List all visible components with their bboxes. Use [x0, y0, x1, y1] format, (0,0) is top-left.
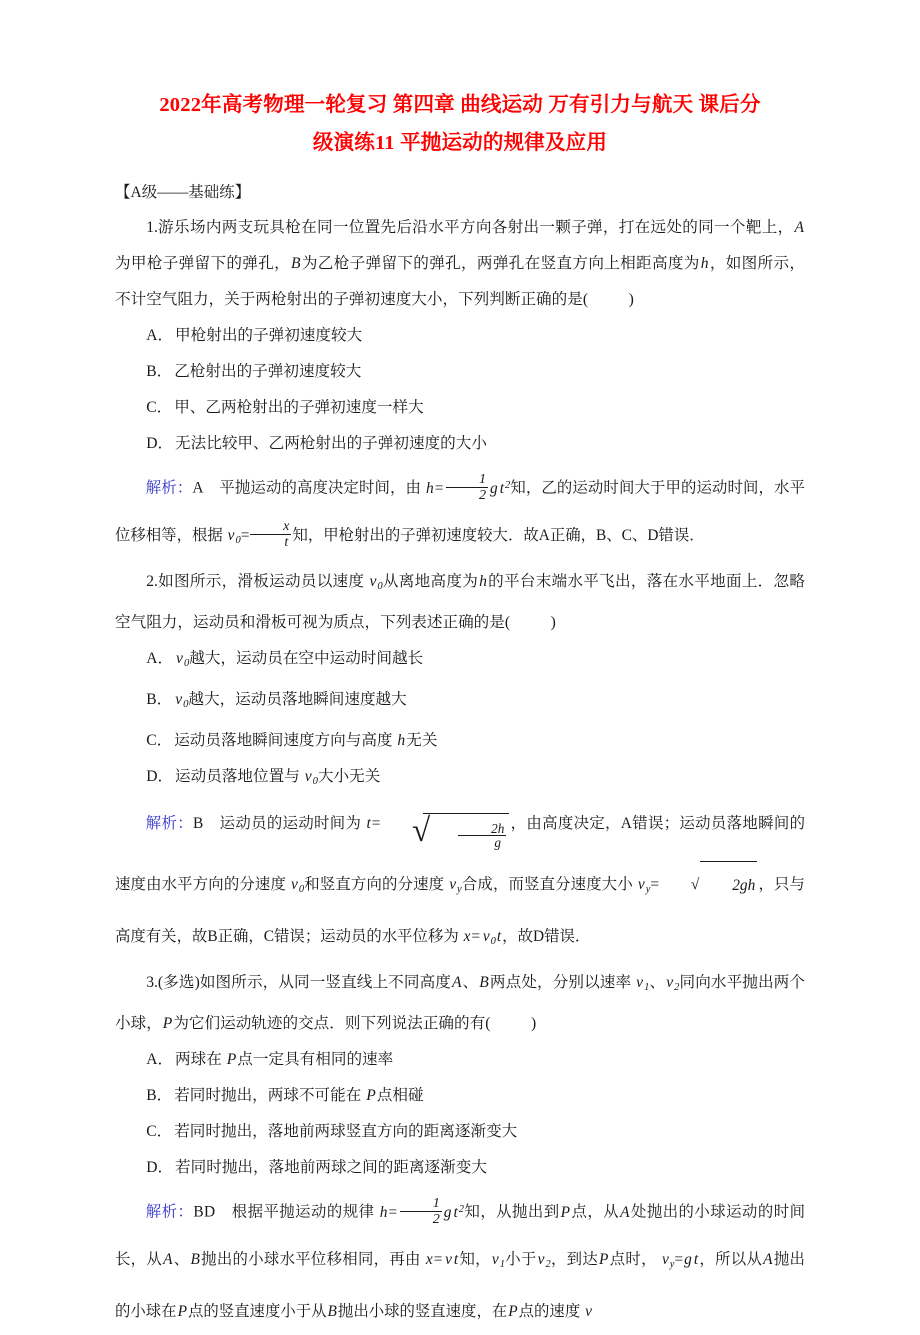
var-A: A	[794, 219, 804, 236]
option-label: D．	[146, 767, 174, 785]
sub-y: y	[645, 884, 651, 896]
solution-text-3: 知，甲枪射出的子弹初速度较大．故A正确，B、C、D错误．	[292, 526, 705, 544]
var-A: A	[620, 1203, 630, 1221]
var-P: P	[599, 1250, 609, 1268]
question-1-stem	[115, 210, 805, 318]
var-g: g	[490, 479, 498, 497]
solution-text-13: 点的竖直速度小于从	[187, 1302, 327, 1320]
var-B: B	[291, 255, 301, 272]
var-P: P	[560, 1203, 571, 1221]
solution-text-4: 合成，而竖直分速度大小	[461, 876, 633, 894]
solution-answer: B	[193, 814, 204, 832]
question-1-option-a[interactable]	[115, 318, 805, 354]
var-v1: v	[636, 974, 644, 992]
option-label: B．	[146, 690, 173, 708]
var-v2: v	[666, 974, 674, 992]
var-v: v	[291, 876, 298, 894]
question-3-option-a[interactable]	[115, 1042, 805, 1078]
fraction-one-half: $\frac{1}{2}$	[400, 1196, 442, 1227]
option-text-pre: 两球在	[175, 1051, 222, 1069]
solution-label: 解析：	[145, 814, 193, 832]
var-g: g	[684, 1250, 692, 1268]
question-3-option-d[interactable]	[115, 1150, 805, 1186]
solution-text-7: 知，	[459, 1250, 491, 1268]
option-text: 乙枪射出的子弹初速度较大	[174, 363, 362, 380]
solution-text-14: 抛出小球的竖直速度，在	[337, 1302, 508, 1320]
option-label: D．	[146, 435, 174, 452]
question-2-stem-a: 如图所示，滑板运动员以速度	[157, 572, 365, 590]
sub-0: 0	[235, 534, 241, 546]
var-t: t	[453, 1250, 459, 1268]
sub-0: 0	[377, 580, 383, 592]
sub-y: y	[457, 884, 462, 896]
solution-text-5: ，只与高度有关，故B正确，C错误；运动员的水平位移为	[115, 876, 805, 946]
question-2-solution	[115, 800, 805, 966]
radical-sign: √	[411, 812, 431, 850]
question-1-stem-d: ，如图所示，不计空气阻力，关于两枪射出的子弹初速度大小，下列判断正确的是(	[115, 255, 805, 308]
option-text-pre: 运动员落地瞬间速度方向与高度	[174, 731, 393, 749]
var-t: t	[499, 479, 504, 497]
option-text-pre: 若同时抛出，两球不可能在	[174, 1087, 362, 1105]
radical-sign: √	[690, 875, 700, 893]
question-1-number: 1.	[146, 219, 158, 236]
exponent-2: 2	[505, 480, 511, 491]
var-P: P	[508, 1302, 518, 1320]
question-3-solution	[115, 1186, 805, 1335]
var-v2: v	[537, 1250, 545, 1268]
question-2-stem-d: )	[550, 613, 556, 631]
exponent-2: 2	[458, 1204, 464, 1216]
option-text: 甲枪射出的子弹初速度较大	[175, 327, 363, 344]
var-g: g	[443, 1203, 452, 1221]
formula-x-eq: x=	[463, 928, 481, 946]
sub-0: 0	[183, 657, 190, 669]
var-v1: v	[491, 1250, 499, 1268]
formula-x-eq: x=	[425, 1250, 444, 1268]
option-text-post: 点一定具有相同的速率	[237, 1051, 394, 1069]
option-label: D．	[146, 1159, 174, 1177]
solution-text-8: 小于	[504, 1250, 537, 1268]
option-text: 越大，运动员落地瞬间速度越大	[188, 690, 407, 708]
question-3-number: 3.	[146, 974, 158, 992]
solution-text-2: 知，从抛出到	[463, 1203, 560, 1221]
var-P: P	[366, 1087, 376, 1105]
question-3-stem-a: (多选)如图所示，从同一竖直线上不同高度	[157, 974, 451, 992]
solution-label: 解析：	[145, 1203, 194, 1221]
question-1-solution	[115, 462, 805, 564]
question-1-option-c[interactable]	[115, 390, 805, 426]
solution-text-1: 平抛运动的高度决定时间，由	[219, 479, 422, 497]
solution-text-15: 点的速度	[518, 1302, 581, 1320]
solution-label: 解析：	[145, 479, 193, 497]
question-2-stem	[115, 564, 805, 641]
question-3-stem	[115, 965, 805, 1042]
question-3-stem-d: 、	[649, 974, 666, 992]
question-2-stem-b: 从离地高度为	[382, 572, 479, 590]
var-A: A	[763, 1250, 773, 1268]
solution-text-9: ，到达	[550, 1250, 599, 1268]
option-text-post: 点相碰	[376, 1087, 424, 1105]
option-label: B．	[146, 1087, 173, 1105]
equals-sign: =	[650, 876, 660, 894]
question-2-option-b[interactable]	[115, 682, 805, 723]
document-body	[0, 178, 920, 1335]
option-text: 若同时抛出，落地前两球之间的距离逐渐变大	[175, 1159, 487, 1177]
fraction-2h-over-g: $\frac{2h}{g}$	[458, 822, 506, 851]
option-label: C．	[146, 1123, 173, 1141]
question-1-option-d[interactable]	[115, 426, 805, 462]
var-A: A	[451, 974, 462, 992]
solution-text-1: 运动员的运动时间为	[219, 814, 362, 832]
var-t: t	[693, 1250, 699, 1268]
option-text: 越大，运动员在空中运动时间越长	[189, 649, 424, 667]
question-3-stem-g: )	[530, 1015, 537, 1033]
question-2-stem-c: 的平台末端水平飞出，落在水平地面上．忽略空气阻力，运动员和滑板可视为质点，下列表述正确的是(	[115, 572, 805, 631]
var-v: v	[637, 876, 645, 894]
var-h: h	[397, 731, 406, 749]
var-v: v	[585, 1302, 592, 1320]
solution-text-6: ，故D错误．	[502, 928, 591, 946]
question-1-stem-a: 游乐场内两支玩具枪在同一位置先后沿水平方向各射出一颗子弹，打在远处的同一个靶上，	[157, 219, 794, 236]
option-label: A．	[146, 327, 174, 344]
question-1-stem-c: 为乙枪子弹留下的弹孔，两弹孔在竖直方向上相距高度为	[301, 255, 700, 272]
var-v: v	[445, 1250, 452, 1268]
var-v: v	[175, 690, 183, 708]
var-B: B	[327, 1302, 337, 1320]
solution-text-6: 抛出的小球水平位移相同，再由	[200, 1250, 421, 1268]
var-t: t	[453, 1203, 458, 1221]
page-title	[0, 0, 920, 162]
option-text-post: 无关	[406, 731, 438, 749]
var-v: v	[369, 572, 377, 590]
solution-text-3: 点，从	[571, 1203, 620, 1221]
question-2-option-d[interactable]	[115, 759, 805, 800]
option-text: 无法比较甲、乙两枪射出的子弹初速度的大小	[175, 435, 487, 452]
sub-1: 1	[644, 982, 650, 994]
solution-text-5: 、	[173, 1250, 190, 1268]
sub-2: 2	[674, 982, 680, 994]
solution-answer: A	[192, 479, 204, 497]
title-line-2: 级演练11 平抛运动的规律及应用	[312, 132, 608, 154]
sub-2: 2	[545, 1258, 551, 1270]
question-2-number: 2.	[146, 572, 158, 590]
option-text: 甲、乙两枪射出的子弹初速度一样大	[174, 399, 424, 416]
var-v: v	[482, 928, 490, 946]
solution-text-12: 抛出的小球在	[115, 1250, 805, 1320]
question-3-stem-f: 为它们运动轨迹的交点．则下列说法正确的有(	[173, 1015, 491, 1033]
option-label: C．	[146, 731, 173, 749]
sub-1: 1	[499, 1258, 505, 1270]
solution-text-2: ，由高度决定，A错误；运动员落地瞬间的速度由水平方向的分速度	[115, 814, 805, 894]
equals-sign: =	[674, 1250, 684, 1268]
var-v: v	[176, 649, 183, 667]
question-3-option-c[interactable]	[115, 1114, 805, 1150]
var-h: h	[479, 572, 487, 590]
question-2-option-a[interactable]	[115, 641, 805, 682]
option-label: A．	[146, 649, 174, 667]
option-label: C．	[146, 399, 173, 416]
var-v: v	[449, 876, 457, 894]
var-A: A	[163, 1250, 173, 1268]
question-3-stem-b: 、	[462, 974, 479, 992]
var-v: v	[661, 1250, 669, 1268]
option-text-pre: 运动员落地位置与	[175, 767, 300, 785]
var-P: P	[226, 1051, 237, 1069]
question-1-stem-b: 为甲枪子弹留下的弹孔，	[115, 255, 291, 272]
solution-text-4: 处抛出的小球运动的时间长，从	[115, 1203, 805, 1268]
sub-0: 0	[298, 884, 305, 896]
formula-h-eq: h=	[426, 479, 445, 497]
sub-0: 0	[312, 775, 318, 787]
solution-text-11: ，所以从	[699, 1250, 763, 1268]
option-text: 若同时抛出，落地前两球竖直方向的距离逐渐变大	[174, 1123, 518, 1141]
formula-t-eq: t=	[366, 814, 382, 832]
solution-text-1: 根据平抛运动的规律	[231, 1203, 375, 1221]
question-2-option-c[interactable]	[115, 723, 805, 759]
title-line-1: 2022年高考物理一轮复习 第四章 曲线运动 万有引力与航天 课后分	[159, 94, 761, 116]
section-level-head: 【A级——基础练】	[115, 184, 251, 201]
equals-sign: =	[240, 526, 250, 544]
var-t: t	[496, 928, 502, 946]
solution-text-10: 点时，	[609, 1250, 657, 1268]
sqrt-2gh: √ 2gh	[660, 861, 757, 909]
question-1-option-b[interactable]	[115, 354, 805, 390]
option-label: B．	[146, 363, 173, 380]
var-B: B	[479, 974, 489, 992]
sub-y: y	[669, 1258, 675, 1270]
option-label: A．	[146, 1051, 174, 1069]
solution-answer: BD	[193, 1203, 216, 1221]
solution-text-2: 知，乙的运动时间大于甲的运动时间，水平位移相等，根据	[115, 479, 805, 544]
var-h: h	[700, 255, 709, 272]
sub-0: 0	[183, 698, 189, 710]
var-P: P	[162, 1015, 173, 1033]
sub-0: 0	[490, 936, 496, 948]
var-P: P	[177, 1302, 187, 1320]
sqrt-2h-over-g	[383, 813, 509, 861]
question-3-option-b[interactable]	[115, 1078, 805, 1114]
fraction-one-half: $\frac{1}{2}$	[446, 472, 488, 503]
solution-text-3: 和竖直方向的分速度	[304, 876, 445, 894]
formula-h-eq: h=	[379, 1203, 398, 1221]
var-v0: v	[227, 526, 235, 544]
var-B: B	[190, 1250, 200, 1268]
question-3-stem-c: 两点处，分别以速率	[489, 974, 632, 992]
var-v: v	[304, 767, 312, 785]
fraction-x-over-t: $\frac{x}{t}$	[250, 519, 291, 550]
option-text-post: 大小无关	[317, 767, 381, 785]
question-3-stem-e: 同向水平抛出两个小球，	[115, 974, 805, 1033]
question-1-stem-e: )	[628, 291, 634, 308]
